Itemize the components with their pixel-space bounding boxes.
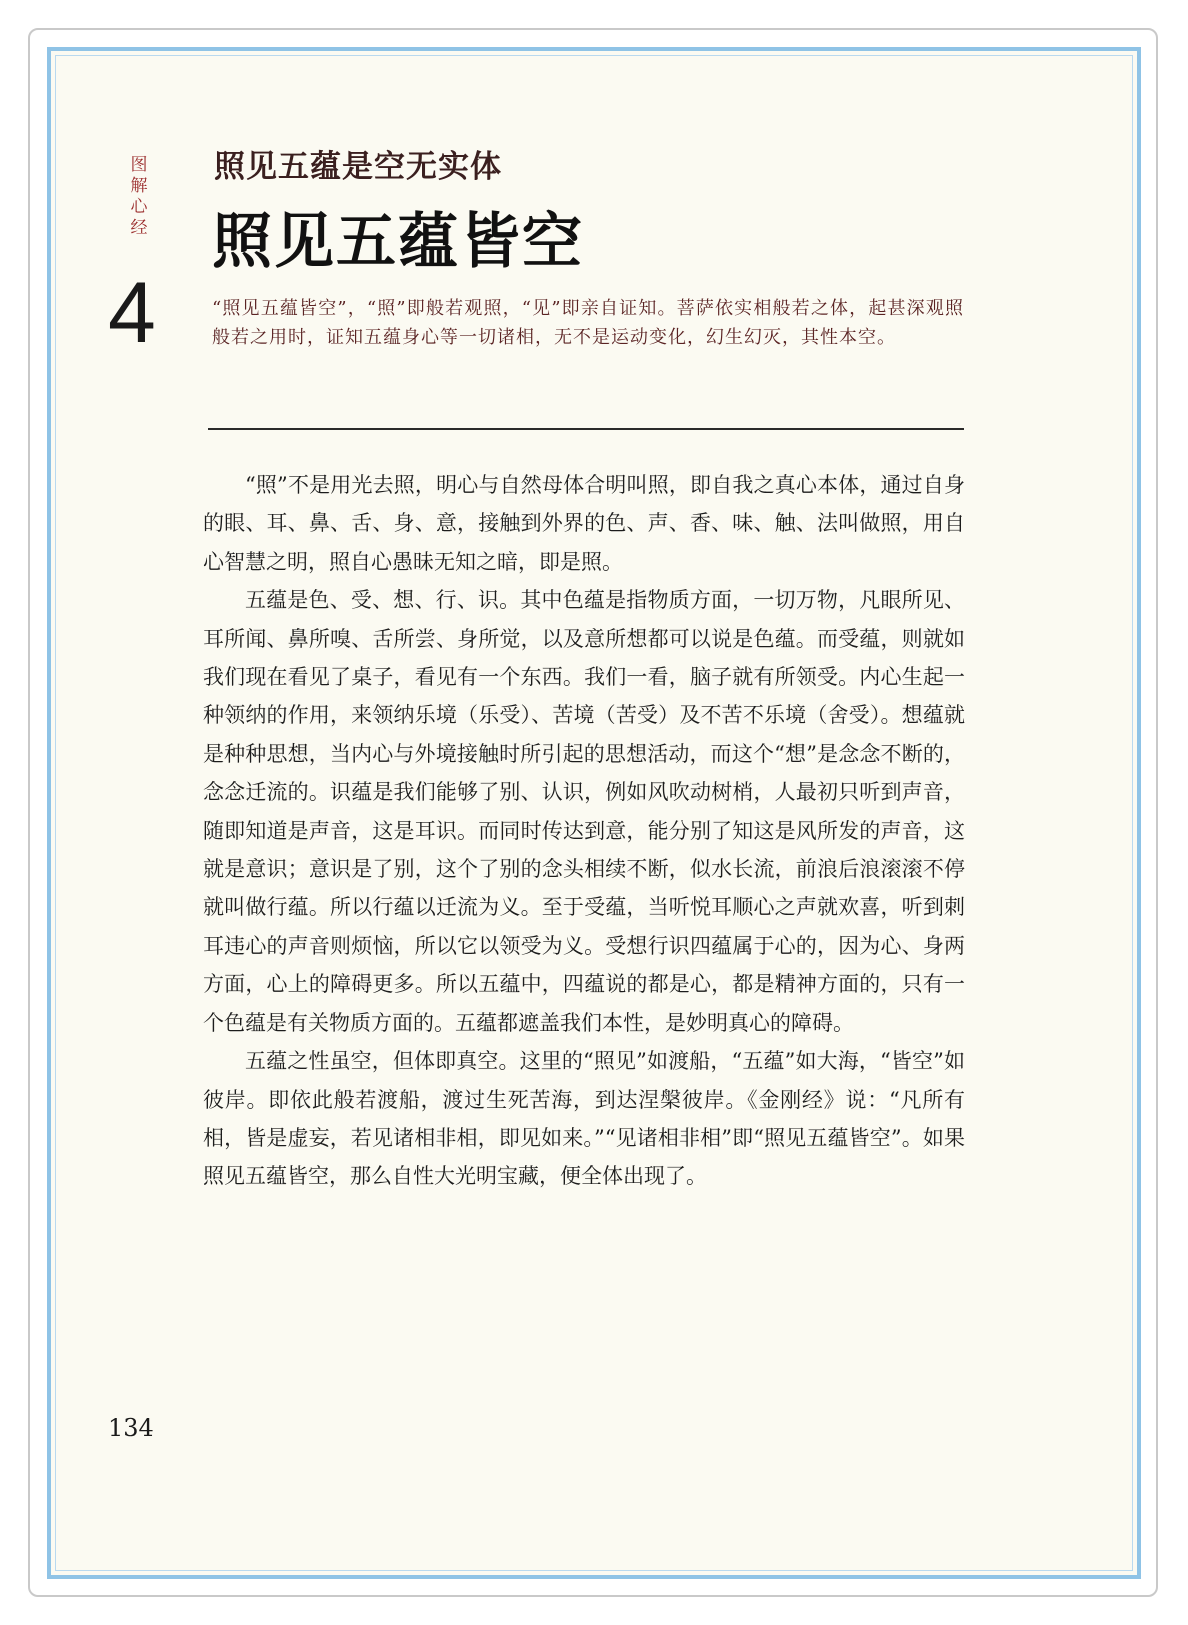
body-paragraph-2: 五蕴是色、受、想、行、识。其中色蕴是指物质方面，一切万物，凡眼所见、耳所闻、鼻所嗅、舌所尝、身所觉，以及意所想都可以说是色蕴。而受蕴，则就如我们现在看见了桌子，看见有一个东西。我们一看，脑子就有所领受。内心生起一种领纳的作用，来领纳乐境（乐受）、苦境（苦受）及不苦不乐境（舍受）。想蕴就是种种思想，当内心与外境接触时所引起的思想活动，而这个“想”是念念不断的，念念迁流的。识蕴是我们能够了别、认识，例如风吹动树梢，人最初只听到声音，随即知道是声音，这是耳识。而同时传达到意，能分别了知这是风所发的声音，这就是意识；意识是了别，这个了别的念头相续不断，似水长流，前浪后浪滚滚不停就叫做行蕴。所以行蕴以迁流为义。至于受蕴，当听悦耳顺心之声就欢喜，听到刺耳违心的声音则烦恼，所以它以领受为义。受想行识四蕴属于心的，因为心、身两方面，心上的障碍更多。所以五蕴中，四蕴说的都是心，都是精神方面的，只有一个色蕴是有关物质方面的。五蕴都遮盖我们本性，是妙明真心的障碍。 xyxy=(203,588,965,1035)
section-title: 照见五蕴皆空 xyxy=(212,207,584,277)
body-text xyxy=(203,466,965,1196)
section-subtitle: 照见五蕴是空无实体 xyxy=(214,149,502,185)
divider-line xyxy=(208,428,964,430)
section-intro: “照见五蕴皆空”，“照”即般若观照，“见”即亲自证知。菩萨依实相般若之体，起甚深观照般若之用时，证知五蕴身心等一切诸相，无不是运动变化，幻生幻灭，其性本空。 xyxy=(212,298,964,348)
body-paragraph-3: 五蕴之性虽空，但体即真空。这里的“照见”如渡船，“五蕴”如大海，“皆空”如彼岸。即依此般若渡船，渡过生死苦海，到达涅槃彼岸。《金刚经》说：“凡所有相，皆是虚妄，若见诸相非相，即见如来。”“见诸相非相”即“照见五蕴皆空”。如果照见五蕴皆空，那么自性大光明宝藏，便全体出现了。 xyxy=(203,1049,965,1189)
page-number: 134 xyxy=(108,1414,154,1442)
chapter-number: 4 xyxy=(108,265,156,361)
series-label: 图解心经 xyxy=(130,155,148,238)
body-paragraph-1: “照”不是用光去照，明心与自然母体合明叫照，即自我之真心本体，通过自身的眼、耳、鼻、舌、身、意，接触到外界的色、声、香、味、触、法叫做照，用自心智慧之明，照自心愚昧无知之暗，即是照。 xyxy=(203,473,965,574)
